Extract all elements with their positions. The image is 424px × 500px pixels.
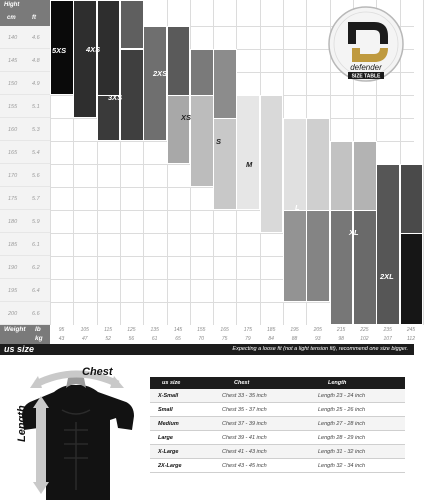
size-cell [306, 210, 330, 302]
weight-lb-value: 225 [360, 327, 369, 333]
weight-kg-value: 65 [175, 336, 181, 342]
height-row [0, 26, 50, 49]
height-row [0, 118, 50, 141]
weight-lb-value: 125 [127, 327, 136, 333]
weight-kg-value: 52 [105, 336, 111, 342]
height-cm: 200 [8, 311, 18, 317]
table-body [150, 389, 405, 473]
size-cell [120, 49, 144, 141]
height-cm: 185 [8, 242, 18, 248]
size-cell-text: X-Large [158, 449, 179, 455]
logo-brand: defender [350, 63, 382, 72]
height-ft: 6.1 [32, 242, 40, 248]
chest-cell: Chest 35 - 37 inch [222, 407, 267, 413]
length-label: Length [16, 405, 28, 442]
size-cell-text: Large [158, 435, 173, 441]
size-label-3xs: 3XS [108, 93, 123, 102]
weight-kg-value: 112 [407, 336, 415, 342]
weight-kg-value: 75 [221, 336, 228, 342]
size-cell-text: X-Small [158, 393, 179, 399]
height-ft: 6.6 [32, 311, 40, 317]
size-cell [73, 0, 97, 118]
size-label-xs: XS [181, 113, 192, 122]
height-row [0, 164, 50, 187]
size-label-s: S [216, 137, 222, 146]
weight-kg-value: 88 [291, 336, 298, 342]
height-ft: 5.7 [32, 196, 40, 202]
height-header [0, 0, 50, 26]
height-ft: 5.4 [32, 150, 40, 156]
weight-lb-value: 105 [80, 327, 89, 333]
table-header-chest: Chest [234, 380, 250, 386]
weight-kg-value: 56 [128, 336, 135, 342]
size-cell-text: Medium [158, 421, 179, 427]
weight-header [0, 325, 50, 344]
lb-label: lb [35, 326, 41, 333]
weight-lb-value: 165 [220, 327, 229, 333]
chest-cell: Chest 41 - 43 inch [222, 449, 267, 455]
weight-kg-value: 102 [360, 336, 369, 342]
weight-label: Weight [4, 326, 26, 333]
size-cell [236, 95, 260, 210]
logo-subtitle: SIZE TABLE [351, 73, 381, 80]
height-cm: 165 [8, 150, 18, 156]
height-cm: 150 [8, 81, 18, 87]
size-cell-text: 2X-Large [158, 463, 182, 469]
height-cm: 170 [8, 173, 18, 179]
weight-lb-value: 175 [243, 327, 253, 333]
defender-logo [326, 4, 406, 84]
height-cm: 160 [8, 127, 18, 133]
height-ft: 4.9 [32, 81, 40, 87]
height-cm: 195 [8, 288, 18, 294]
size-label-l: L [295, 203, 300, 212]
weight-kg-value: 47 [82, 336, 88, 342]
size-cell [120, 0, 144, 49]
size-cell [376, 164, 400, 325]
height-cm: 175 [8, 196, 18, 202]
weight-kg-value: 107 [383, 336, 392, 342]
chest-cell: Chest 37 - 39 inch [222, 421, 267, 427]
weight-lb-value: 115 [104, 327, 113, 333]
us-size-bar [0, 344, 414, 355]
size-table [150, 377, 405, 473]
height-ft: 4.8 [32, 58, 40, 64]
table-header-length: Length [328, 380, 347, 386]
weight-kg-value: 98 [338, 336, 344, 342]
height-ft: 5.1 [32, 104, 40, 110]
ft-label: ft [32, 15, 36, 21]
size-cell [283, 210, 307, 302]
height-row [0, 279, 50, 302]
size-cell [143, 26, 167, 141]
weight-lb-value: 245 [406, 327, 416, 333]
size-cell [190, 95, 214, 187]
height-cm: 190 [8, 265, 18, 271]
height-row [0, 302, 50, 325]
size-label-m: M [246, 160, 253, 169]
size-cell [260, 95, 284, 233]
table-row [150, 459, 405, 473]
size-cell [213, 118, 237, 210]
weight-lb-value: 205 [313, 327, 322, 333]
weight-kg-value: 70 [198, 336, 205, 342]
table-row [150, 389, 405, 403]
weight-lb-value: 235 [383, 327, 392, 333]
size-label-4xs: 4XS [86, 45, 101, 54]
size-label-2xs: 2XS [153, 69, 168, 78]
height-ft: 5.3 [32, 127, 40, 133]
height-row [0, 210, 50, 233]
fit-note: Expecting a loose fit (not a light tension fit), recommend one size bigger. [232, 346, 408, 352]
height-row [0, 72, 50, 95]
size-cell-text: Small [158, 407, 173, 413]
height-row [0, 95, 50, 118]
height-cm: 140 [8, 35, 18, 41]
height-row [0, 141, 50, 164]
chest-cell: Chest 43 - 45 inch [222, 463, 267, 469]
weight-kg-value: 84 [268, 336, 274, 342]
table-header-size: us size [162, 380, 181, 386]
chest-cell: Chest 33 - 35 inch [222, 393, 267, 399]
height-cm: 155 [8, 104, 18, 110]
kg-label: kg [35, 335, 43, 342]
table-row [150, 445, 405, 459]
height-cm: 180 [8, 219, 18, 225]
table-row [150, 417, 405, 431]
weight-lb-value: 155 [197, 327, 206, 333]
weight-lb-value: 135 [150, 327, 159, 333]
weight-kg-value: 43 [58, 336, 65, 342]
size-cell [167, 95, 191, 164]
weight-lb-value: 195 [290, 327, 299, 333]
height-ft: 5.6 [32, 173, 40, 179]
weight-kg-value: 61 [151, 336, 158, 342]
height-ft: 5.9 [32, 219, 40, 225]
height-ft: 4.6 [32, 35, 40, 41]
length-cell: Length 25 - 26 inch [318, 407, 366, 413]
height-row [0, 233, 50, 256]
table-row [150, 431, 405, 445]
weight-lb-value: 215 [336, 327, 346, 333]
length-cell: Length 23 - 24 inch [318, 393, 366, 399]
size-label-2xl: 2XL [380, 272, 394, 281]
cm-label: cm [7, 15, 16, 21]
weight-lb-value: 185 [267, 327, 276, 333]
size-cell [400, 233, 424, 325]
size-label-xl: XL [349, 228, 359, 237]
us-size-label: us size [4, 344, 35, 354]
weight-kg-value: 93 [315, 336, 321, 342]
length-cell: Length 28 - 29 inch [318, 435, 366, 441]
length-cell: Length 31 - 32 inch [318, 449, 366, 455]
chest-label: Chest [82, 366, 113, 378]
size-label-5xs: 5XS [52, 46, 67, 55]
weight-lb-value: 145 [173, 327, 183, 333]
length-cell: Length 27 - 28 inch [318, 421, 366, 427]
height-ft: 6.2 [32, 265, 40, 271]
table-header [150, 377, 405, 389]
height-row [0, 187, 50, 210]
height-row [0, 49, 50, 72]
height-ft: 6.4 [32, 288, 40, 294]
height-header-title: Hight [4, 2, 20, 8]
length-cell: Length 32 - 34 inch [318, 463, 366, 469]
weight-lb-value: 95 [58, 327, 65, 333]
table-row [150, 403, 405, 417]
height-cm: 145 [8, 58, 18, 64]
weight-kg-value: 79 [245, 336, 251, 342]
chest-cell: Chest 39 - 41 inch [222, 435, 267, 441]
height-row [0, 256, 50, 279]
